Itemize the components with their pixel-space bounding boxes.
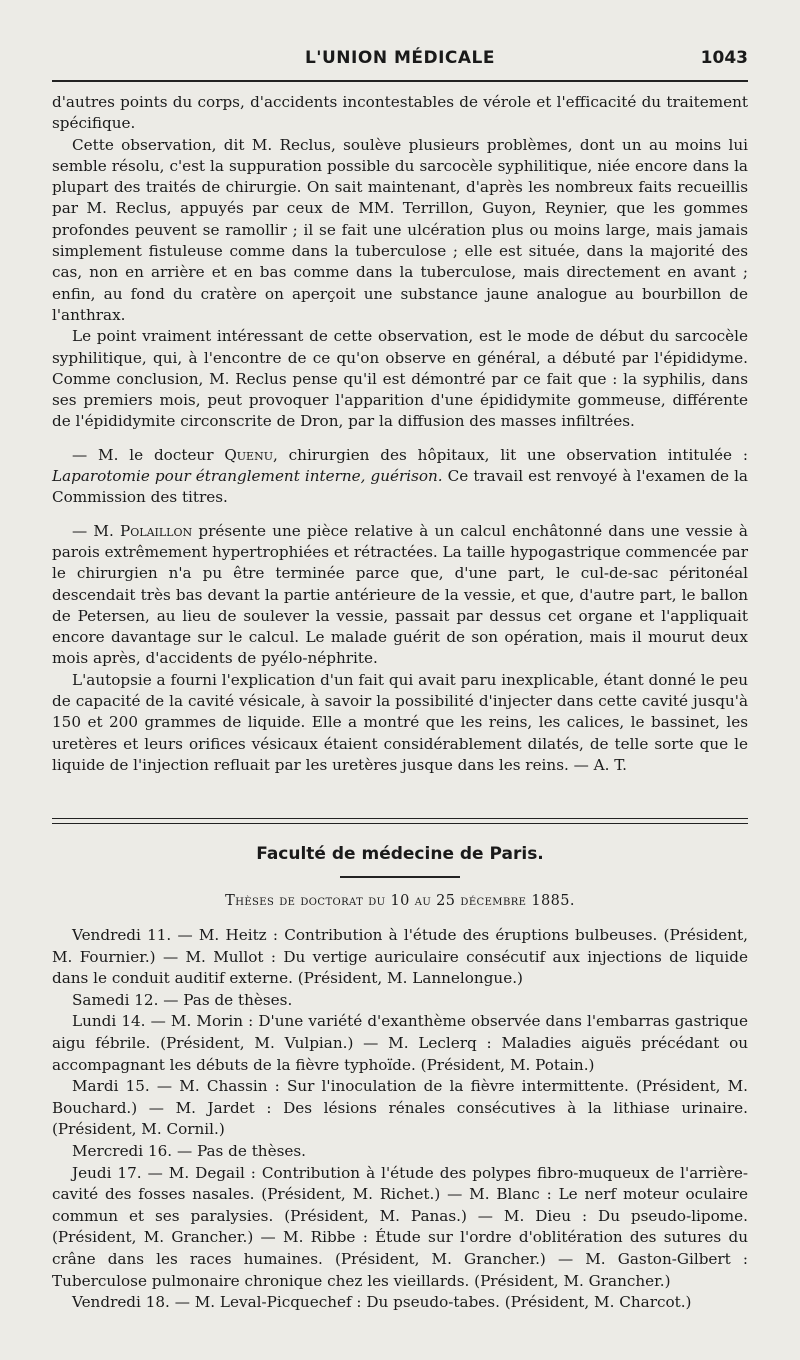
theses-entry: Lundi 14. — M. Morin : D'une variété d'exanthème observée dans l'embarras gastrique aigu fébrile. (Président, M. Vulpian.) — M. Leclerq : Maladies aiguës précédant ou accompagnant les débuts de la fièvre typhoïde. (Président, M. Potain.) [52,1012,748,1074]
theses-list [52,925,748,1314]
polaillon-lead: — M. [72,521,121,540]
quenu-lead: — M. le docteur [72,445,225,464]
title-underline [340,876,460,878]
theses-entry: Mardi 15. — M. Chassin : Sur l'inoculation de la fièvre intermittente. (Président, M. Bouchard.) — M. Jardet : Des lésions rénales consécutives à la lithiase urinaire. (Président, M. Cornil.) [52,1077,748,1139]
section-title: Faculté de médecine de Paris. [256,844,544,864]
quenu-mid: , chirurgien des hôpitaux, lit une observation intitulée : [272,445,748,464]
theses-entry: Vendredi 18. — M. Leval-Picquechef : Du pseudo-tabes. (Président, M. Charcot.) [72,1293,692,1312]
section-divider [52,818,748,824]
journal-title: L'UNION MÉDICALE [304,48,496,68]
observation-title: Laparotomie pour étranglement interne, guérison. [52,467,443,486]
theses-heading: Thèses de doctorat du 10 au 25 décembre 1885. [225,893,575,909]
paragraph-3: Le point vraiment intéressant de cette observation, est le mode de début du sarcocèle syphilitique, qui, à l'encontre de ce qu'on observe en général, a débuté par l'épididyme. Comme conclusion, M. Reclus pense qu'il est démontré par ce fait que : la syphilis, dans ses premiers mois, peut provoquer l'apparition d'une épididymite gommeuse, différente de l'épididymite circonscrite de Dron, par la diffusion des masses infiltrées. [52,327,748,431]
paragraph-quenu [52,445,748,509]
page-number: 1043 [700,48,748,68]
author-quenu: Quenu [224,445,273,464]
paragraph-2: Cette observation, dit M. Reclus, soulève plusieurs problèmes, dont un au moins lui semble résolu, c'est la suppuration possible du sarcocèle syphilitique, niée encore dans la plupart des traités de chirurgie. On sait maintenant, d'après les nombreux faits recueillis par M. Reclus, appuyés par ceux de MM. Terrillon, Guyon, Reynier, que les gommes profondes peuvent se ramollir ; il se fait une ulcération plus ou moins large, mais jamais simplement fistuleuse comme dans la tuberculose ; elle est située, dans la majorité des cas, non en arrière et en bas comme dans la tuberculose, mais directement en avant ; enfin, au fond du cratère on aperçoit une substance jaune analogue au bourbillon de l'anthrax. [52,135,748,324]
paragraph-autopsy: L'autopsie a fourni l'explication d'un fait qui avait paru inexplicable, étant donné le peu de capacité de la cavité vésicale, à savoir la possibilité d'injecter dans cette cavité jusqu'à 150 et 200 grammes de liquide. Elle a montré que les reins, les calices, le bassinet, les uretères et leurs orifices vésicaux étaient considérablement dilatés, de telle sorte que le liquide de l'injection refluait par les uretères jusque dans les reins. — A. T. [52,670,748,774]
theses-entry: Jeudi 17. — M. Degail : Contribution à l'étude des polypes fibro-muqueux de l'arrière-cavité des fosses nasales. (Président, M. Richet.) — M. Blanc : Le nerf moteur oculaire commun et ses paralysies. (Président, M. Panas.) — M. Dieu : Du pseudo-lipome. (Président, M. Grancher.) — M. Ribbe : Étude sur l'ordre d'oblitération des sutures du crâne dans les races humaines. (Président, M. Grancher.) — M. Gaston-Gilbert : Tuberculose pulmonaire chronique chez les vieillards. (Président, M. Grancher.) [52,1163,748,1290]
theses-entry: Vendredi 11. — M. Heitz : Contribution à l'étude des éruptions bulbeuses. (Président, M. Fournier.) — M. Mullot : Du vertige auriculaire consécutif aux injections de liquide dans le conduit auditif externe. (Président, M. Lannelongue.) [52,926,748,988]
polaillon-text: présente une pièce relative à un calcul enchâtonné dans une vessie à parois extrêmement hypertrophiées et rétractées. La taille hypogastrique commencée par le chirurgien n'a pu être terminée parce que, d'une part, le cul-de-sac péritonéal descendait très bas devant la partie antérieure de la vessie, et que, d'autre part, le ballon de Petersen, au lieu de soulever la vessie, passait par dessus cet organe et l'appliquait encore davantage sur le calcul. Le malade guérit de son opération, mais il mourut deux mois après, d'accidents de pyélo-néphrite. [52,521,748,668]
article-body [52,92,748,776]
quenu-end: Ce travail est renvoyé à l'examen de la Commission des titres. [52,467,748,507]
paragraph-1: d'autres points du corps, d'accidents incontestables de vérole et l'efficacité du traitement spécifique. [52,93,748,133]
paragraph-polaillon [52,521,748,670]
header-rule [52,80,748,82]
theses-entry: Samedi 12. — Pas de thèses. [72,990,293,1009]
author-polaillon: Polaillon [120,521,193,540]
running-head [52,48,748,74]
theses-entry: Mercredi 16. — Pas de thèses. [72,1141,306,1160]
